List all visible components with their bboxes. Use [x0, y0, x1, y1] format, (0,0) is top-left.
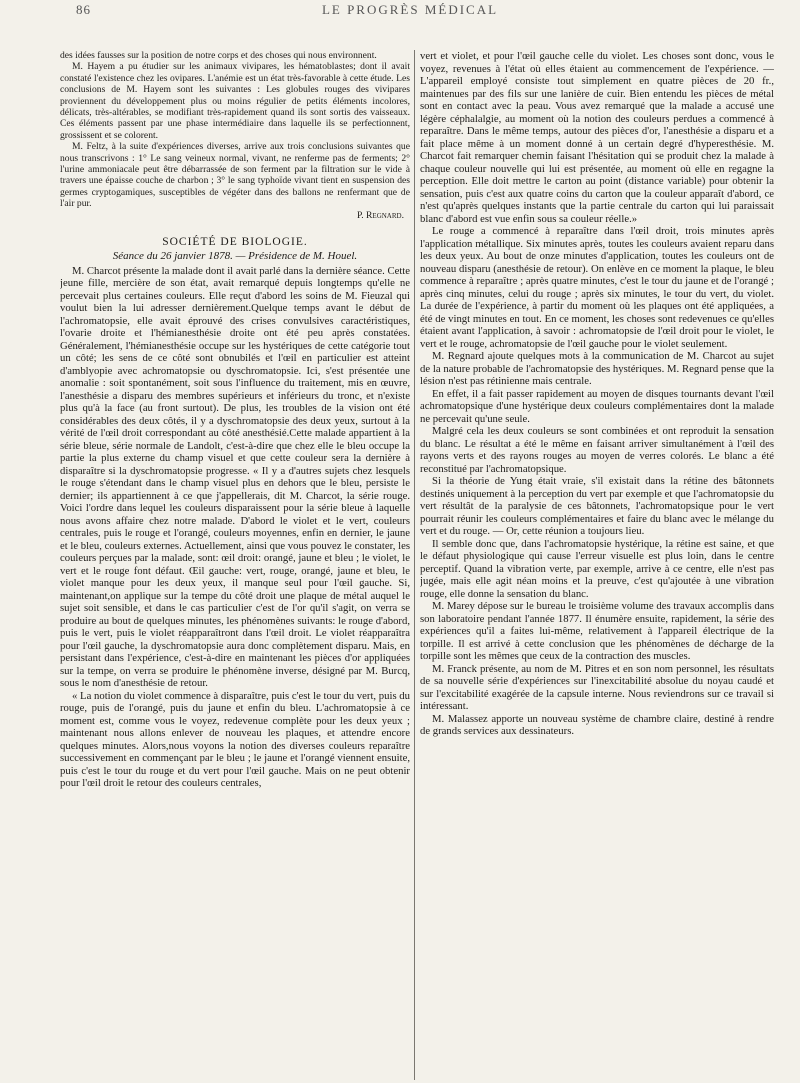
left-column [60, 50, 410, 1080]
right-paragraph-1: vert et violet, et pour l'œil gauche celle du violet. Les choses sont donc, vous le voyez, revenues à l'état où elles étaient au commencement de l'expérience. — L'appareil employé consiste tout simplement en quatre pièces de 20 fr., maintenues par des fils sur une lanière de cuir. Bien entendu les pièces de métal sont en contact avec la peau. Vous avez remarqué que la malade a accusé une légère céphalalgie, au moment où la notion des couleurs perdues a commencé à reparaître. Dans le même temps, autour des pièces d'or, l'anesthésie a disparu et a fait place même à un moment donné à un certain degré d'hyperesthésie. M. Charcot fait remarquer chemin faisant l'hésitation qui se produit chez la malade à chaque couleur nouvelle qui lui est présentée, au moment où elle en regagne la perception. Elle doit mettre le carton au point (distance variable) pour obtenir la sensation, puis c'est aux quatre coins du carton que la couleur apparaît d'abord, ce n'est qu'après quelques instants que la partie centrale du carton qui lui paraissait blanc d'abord est vue enfin sous sa couleur réelle.» [420, 50, 774, 225]
right-paragraph-4: En effet, il a fait passer rapidement au moyen de disques tournants devant l'œil achromatopsique d'une hystérique deux couleurs complémentaires dont la malade ne percevait qu'une seule. [420, 387, 774, 425]
charcot-quote-paragraph: « La notion du violet commence à disparaître, puis c'est le tour du vert, puis du rouge, puis de l'orangé, puis du jaune et enfin du bleu. L'achromatopsie à ce moment est, comme vous le voyez, redevenue complète pour les deux yeux ; maintenant nous allons enlever de nouveau les plaques, et attendre encore quelques minutes. Alors,nous voyons la notion des diverses couleurs reparaître successivement en commençant par le bleu ; le jaune et l'orangé viennent ensuite, puis c'est le tour du rouge et du vert pour l'œil gauche. Mais on ne peut obtenir pour l'œil droit le retour des couleurs centrales, [60, 689, 410, 790]
right-column [420, 50, 774, 1080]
journal-title: LE PROGRÈS MÉDICAL [321, 2, 499, 17]
left-paragraph-0: des idées fausses sur la position de notre corps et des choses qui nous environnent. [60, 50, 377, 61]
right-paragraph-5: Malgré cela les deux couleurs se sont combinées et ont reproduit la sensation du blanc. Le résultat a été le même en faisant arriver simultanément à l'œil des rayons verts et des rayons rouges au moyen de verres colorés. Le blanc a été reconstitué par l'achromatopsique. [420, 425, 774, 475]
right-paragraph-marey: M. Marey dépose sur le bureau le troisième volume des travaux accomplis dans son laboratoire pendant l'année 1877. Il énumère ensuite, rapidement, la série des expériences qu'il a faites lui-même, relativement à l'appareil électrique de la torpille. Il est arrivé à cette conclusion que les phénomènes de décharge de la torpille sont les mêmes que ceux de la contraction des muscles. [420, 600, 774, 662]
right-paragraph-7: Il semble donc que, dans l'achromatopsie hystérique, la rétine est saine, et que le défaut physiologique qui cause l'erreur visuelle est plus loin, dans le centre perceptif. Quand la vibration verte, par exemple, arrive à ce centre, elle n'est pas jugée, mais elle agit néan moins et la preuve, c'est qu'ajoutée à une vibration rouge, elle donne la sensation du blanc. [420, 537, 774, 600]
signature: P. Regnard. [356, 209, 404, 221]
column-divider [414, 50, 415, 1080]
right-paragraph-franck: M. Franck présente, au nom de M. Pitres et en son nom personnel, les résultats de sa nouvelle série d'expériences sur l'inexcitabilité absolue du noyau caudé et sur l'excitabilité exagérée de la capsule interne. Nous reviendrons sur ce travail si intéressant. [420, 662, 774, 712]
right-paragraph-2: Le rouge a commencé à reparaître dans l'œil droit, trois minutes après l'application métallique. Six minutes après, toutes les couleurs avaient reparu dans les deux yeux. Au bout de onze minutes d'application, toutes les couleurs ont de nouveau disparu (anesthésie de retour). On enlève en ce moment la plaque, le bleu commence à reparaître ; après quatre minutes, c'est le tour du jaune et de l'orangé ; après cinq minutes, celui du rouge ; après six minutes, le tour du vert, du violet. La durée de l'expérience, à partir du moment où les plaques ont été appliquées, a été de vingt minutes en tout. En ce moment, les choses sont redevenues ce qu'elles étaient avant l'application, à savoir : achromatopsie de l'œil droit pour le violet, le vert et le rouge, achromatopsie de l'œil gauche pour le violet seulement. [420, 225, 774, 350]
right-paragraph-malassez: M. Malassez apporte un nouveau système de chambre claire, destiné à rendre de grands services aux dessinateurs. [420, 712, 774, 737]
page-header [60, 0, 760, 22]
section-subtitle: Séance du 26 janvier 1878. — Présidence de M. Houel. [112, 249, 358, 262]
left-paragraph-feltz: M. Feltz, à la suite d'expériences diverses, arrive aux trois conclusions suivantes que nous transcrivons : 1° Le sang veineux normal, vivant, ne renferme pas de ferments; 2° l'urine ammoniacale peut être débarrassée de son ferment par la filtration sur le vide à travers une épaisse couche de charbon ; 3° le sang typhoïde vivant tient en suspension des germes cryptogamiques, susceptibles de végéter dans des ballons ne renfermant que de l'air pur. [60, 141, 410, 210]
right-paragraph-yung: Si la théorie de Yung était vraie, s'il existait dans la rétine des bâtonnets destinés uniquement à la perception du vert par exemple et que l'achromatopsie du vert résultât de la paralysie de ces bâtonnets, l'achromatopsique pour le vert pourrait réunir les couleurs complémentaires et faire du blanc avec le mélange du vert et du rouge. — Or, cette réunion a toujours lieu. [420, 475, 774, 537]
charcot-paragraph: M. Charcot présente la malade dont il avait parlé dans la dernière séance. Cette jeune fille, mercière de son état, avait remarqué depuis longtemps qu'elle ne percevait plus certaines couleurs. Elle reçut d'abord les soins de M. Fieuzal qui voulut bien la lui adresser dernièrement.Quelque temps avant le début de l'achromatopsie, elle avait éprouvé des crises convulsives caractéristiques, l'ovarie droite et l'hémianesthésie droite ont été peu après constatées. Généralement, l'hémianesthésie occupe sur les hystériques de cette catégorie tout un côté; les sens de ce côté sont obnubilés et l'œil en particulier est atteint d'amblyopie avec achromatopsie ou dyschromatopsie. Ici, s'est présentée une anomalie : soit spontanément, soit sous l'influence du traitement, mis en œuvre, l'anesthésie a disparu des membres supérieurs et inférieurs du tronc, et n'existe plus qu'à la face (au front surtout). De plus, les troubles de la vision ont été considérables des deux côtés, il y a dyschromatopsie des deux yeux, surtout à la vérité de l'œil droit correspondant au côté anesthésié.Cette malade appartient à la série bleue, série normale de Landolt, c'est-à-dire que chez elle le bleu occupe la partie la plus externe du champ visuel et que cette couleur sera la dernière à disparaître si la dyschromatopsie progresse. « Il y a d'autres sujets chez lesquels le rouge s'étendant dans le champ visuel plus en dehors que le bleu, persiste le dernier; ils appartiennent à ce que j'appellerais, dit M. Charcot, la série rouge. Voici l'ordre dans lequel les couleurs disparaissent pour la série bleue à laquelle nous avons affaire chez notre malade. D'abord le violet et le vert, couleurs centrales, puis le rouge et l'orangé, couleurs moyennes, enfin en dernier, le jaune et le bleu, couleurs externes. Actuellement, ainsi que vous pouvez le constater, les couleurs perçues par la malade, sont: œil droit: orangé, jaune et bleu ; le violet, le vert et le rouge font défaut. Œil gauche: vert, rouge, orangé, jaune et bleu, le violet manque pour les deux yeux, il manque seul pour l'œil gauche. Si, maintenant,on applique sur la tempe du côté droit une plaque de métal auquel le sujet soit sensible, et dans le cas particulier c'est de l'or qu'il s'agit, on verra se produire au bout de quelques minutes, les phénomènes suivants: le rouge d'abord, puis le vert, puis le violet réapparaîtront dans l'œil droit. Le violet réapparaîtra pour l'œil gauche, la dyschromatopsie aura donc complètement disparu. Mais, en persistant dans l'expérience, c'est-à-dire en maintenant les pièces d'or appliquées sur la tempe, on verra se produire le phénomène inverse, désigné par M. Burcq, sous le nom d'anesthésie de retour. [60, 264, 410, 690]
page-number: 86 [76, 2, 91, 17]
section-title: SOCIÉTÉ DE BIOLOGIE. [162, 235, 308, 248]
left-paragraph-hayem: M. Hayem a pu étudier sur les animaux vivipares, les hématoblastes; dont il avait constaté l'existence chez les ovipares. L'anémie est un état très-favorable à cette étude. Les conclusions de M. Hayem sont les suivantes : Les globules rouges des vivipares proviennent du développement plus ou moins régulier de petits éléments incolores, délicats, très-altérables, se modifiant très-rapidement quand ils sont sortis des vaisseaux. Ces éléments passent par une phase intermédiaire dans laquelle ils se perfectionnent, grossissent et se colorent. [60, 61, 410, 141]
right-paragraph-regnard: M. Regnard ajoute quelques mots à la communication de M. Charcot au sujet de la nature probable de l'achromatopsie des hystériques. M. Regnard pense que la lésion n'est pas rétinienne mais centrale. [420, 350, 774, 387]
